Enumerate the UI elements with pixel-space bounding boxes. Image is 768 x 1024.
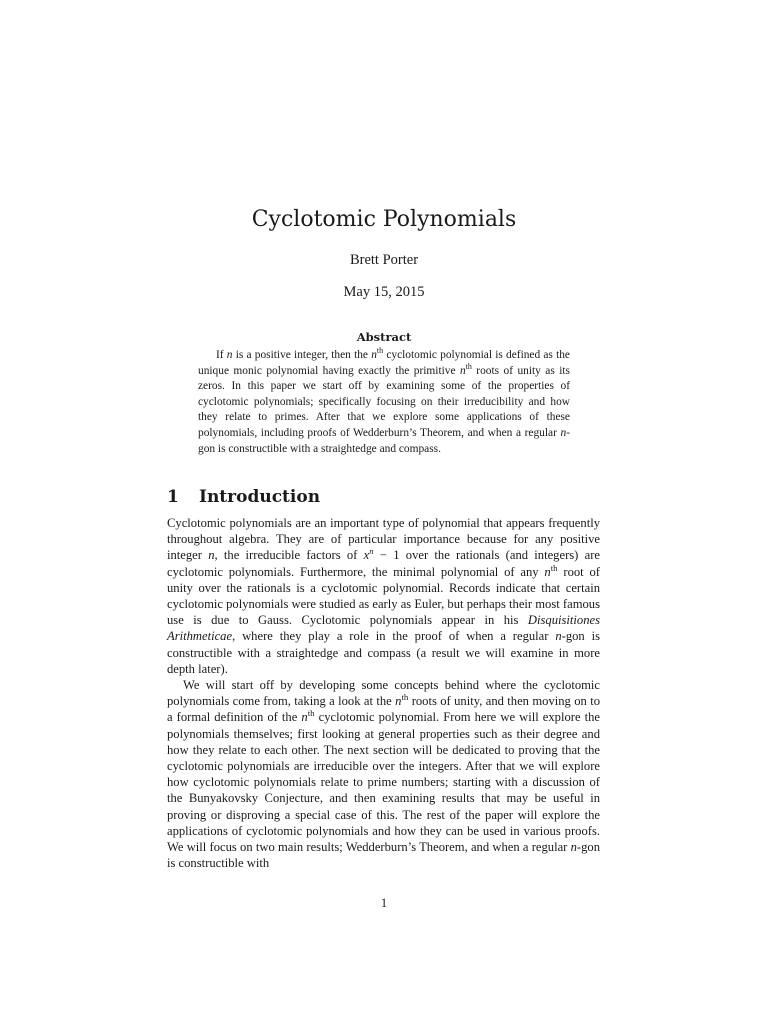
paper-date: May 15, 2015 [343,284,425,300]
section-title: Introduction [199,487,321,507]
page-number: 1 [380,896,388,910]
section-number: 1 [167,487,179,507]
author-name: Brett Porter [349,252,419,268]
intro-paragraph-1: Cyclotomic polynomials are an important type of polynomial that appears frequently throughout algebra. They are of particular importance because for any positive integer n, the irreducible factors of $x^n - 1$ over the rationals (and integers) are cyclotomic polynomials. Furthermore, the minimal polynomial of any $n^{th}$ root of unity over the rationals is a cyclotomic polynomial. Records indicate that certain cyclotomic polynomials were studied as early as Euler, but perhaps their most famous use is due to Gauss. Cyclotomic polynomials appear in his Disquisitiones Arithmeticae, where they play a role in the proof of when a regular n-gon is constructible with a straightedge and compass (a result we will examine in more depth later). [167,516,600,676]
abstract-heading: Abstract [356,330,412,344]
section-heading [167,485,607,509]
abstract-text: If n is a positive integer, then the $n^{th}$ cyclotomic polynomial is defined as the unique monic polynomial having exactly the primitive $n^{th}$ roots of unity as its zeros. In this paper we start off by examining some of the properties of cyclotomic polynomials; specifically focusing on their irreducibility and how they relate to primes. After that we explore some applications of these polynomials, including proofs of Wedderburn’s Theorem, and when a regular n-gon is constructible with a straightedge and compass. [198,346,570,455]
intro-paragraph-2: We will start off by developing some concepts behind where the cyclotomic polynomials come from, taking a look at the $n^{th}$ roots of unity, and then moving on to a formal definition of the $n^{th}$ cyclotomic polynomial. From here we will explore the polynomials themselves; first looking at general properties such as their degree and how they relate to each other. The next section will be dedicated to proving that the cyclotomic polynomials are irreducible over the integers. After that we will explore how cyclotomic polynomials relate to prime numbers; starting with a discussion of the Bunyakovsky Conjecture, and then examining results that may be useful in proving or disproving a special case of this. The rest of the paper will explore the applications of cyclotomic polynomials and how they can be used in various proofs. We will focus on two main results; Wedderburn’s Theorem, and when a regular n-gon is constructible with [167,678,601,871]
section-body [167,515,600,871]
paper-title: Cyclotomic Polynomials [251,207,517,232]
